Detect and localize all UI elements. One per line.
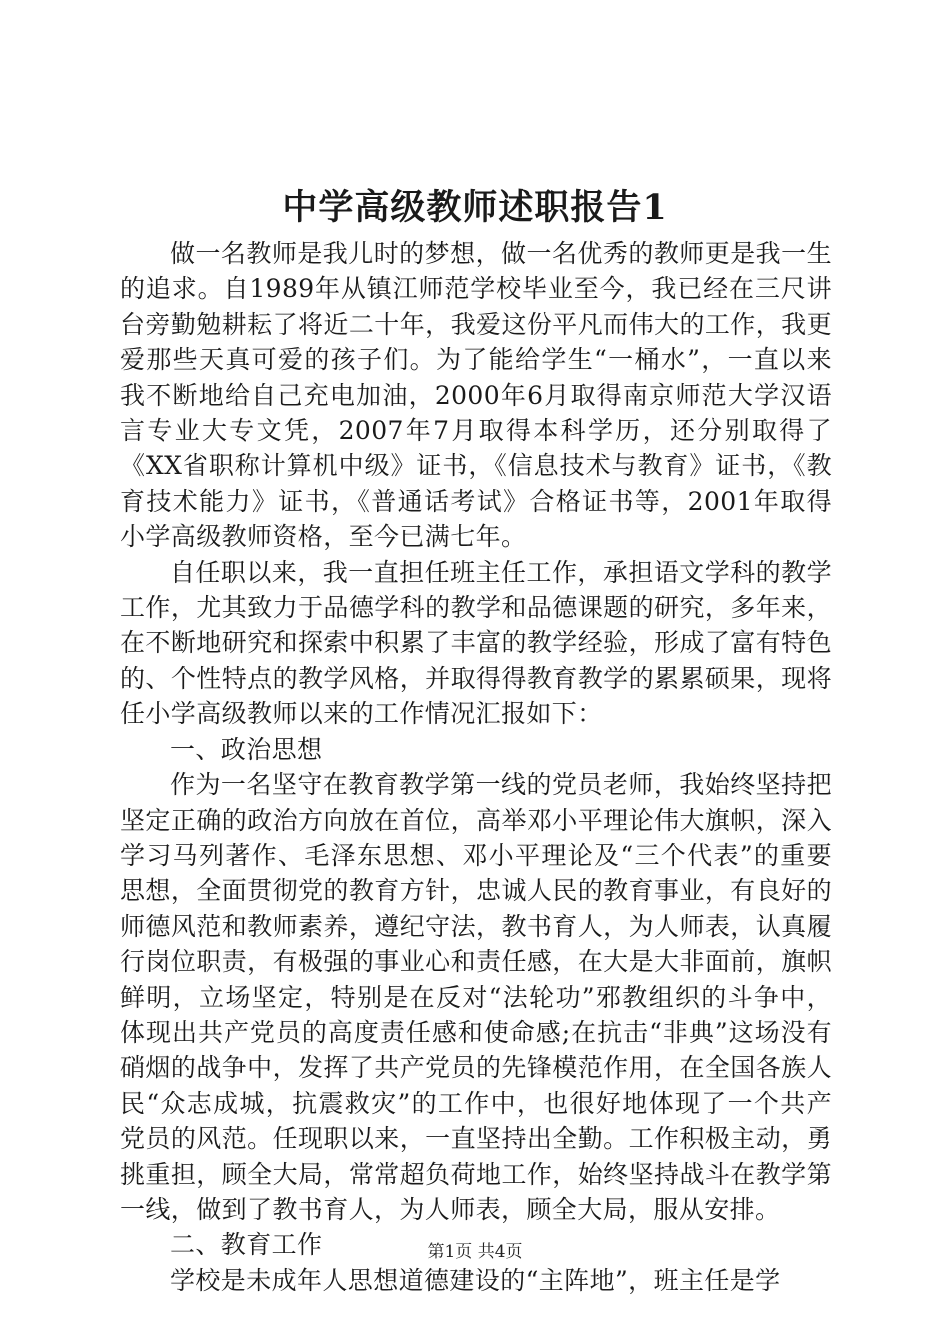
paragraph-overview: 自任职以来，我一直担任班主任工作，承担语文学科的教学工作，尤其致力于品德学科的教学和品德课题的研究，多年来，在不断地研究和探索中积累了丰富的教学经验，形成了富有特色的、个性特点的教学风格，并取得得教育教学的累累硕果，现将任小学高级教师以来的工作情况汇报如下：: [120, 557, 832, 729]
section-heading-education: 二、教育工作: [170, 1230, 323, 1260]
page-footer: 第1页 共4页: [427, 1242, 523, 1262]
paragraph-intro: 做一名教师是我儿时的梦想，做一名优秀的教师更是我一生的追求。自1989年从镇江师范学校毕业至今，我已经在三尺讲台旁勤勉耕耘了将近二十年，我爱这份平凡而伟大的工作，我更爱那些天真可爱的孩子们。为了能给学生“一桶水”，一直以来我不断地给自己充电加油，2000年6月取得南京师范大学汉语言专业大专文凭，2007年7月取得本科学历，还分别取得了《XX省职称计算机中级》证书，《信息技术与教育》证书，《教育技术能力》证书，《普通话考试》合格证书等，2001年取得小学高级教师资格，至今已满七年。: [120, 239, 832, 552]
document-title: 中学高级教师述职报告1: [282, 187, 668, 228]
section-heading-politics: 一、政治思想: [170, 734, 323, 764]
document-body: [120, 236, 832, 1298]
paragraph-education: 学校是未成年人思想道德建设的“主阵地”，班主任是学: [170, 1265, 781, 1295]
paragraph-politics: 作为一名坚守在教育教学第一线的党员老师，我始终坚持把坚定正确的政治方向放在首位，高举邓小平理论伟大旗帜，深入学习马列著作、毛泽东思想、邓小平理论及“三个代表”的重要思想，全面贯彻党的教育方针，忠诚人民的教育事业，有良好的师德风范和教师素养，遵纪守法，教书育人，为人师表，认真履行岗位职责，有极强的事业心和责任感，在大是大非面前，旗帜鲜明，立场坚定，特别是在反对“法轮功”邪教组织的斗争中，体现出共产党员的高度责任感和使命感;在抗击“非典”这场没有硝烟的战争中，发挥了共产党员的先锋模范作用，在全国各族人民“众志成城，抗震救灾”的工作中，也很好地体现了一个共产党员的风范。任现职以来，一直坚持出全勤。工作积极主动，勇挑重担，顾全大局，常常超负荷地工作，始终坚持战斗在教学第一线，做到了教书育人，为人师表，顾全大局，服从安排。: [120, 770, 832, 1224]
